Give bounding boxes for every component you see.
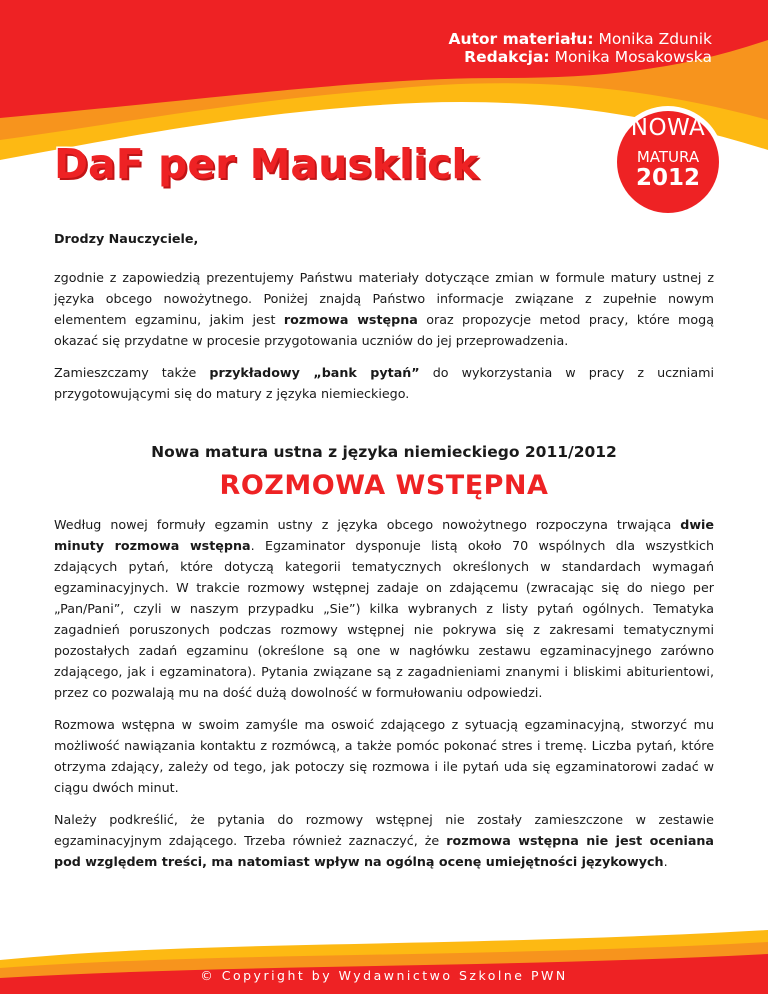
intro-paragraph-2 <box>54 362 714 404</box>
text-run: . <box>663 854 668 869</box>
text-run: Według nowej formuły egzamin ustny z języka obcego nowożytnego rozpoczyna trwająca <box>54 517 681 532</box>
text-run: do wykorzystania w pracy z uczniami przygotowującymi się do matury z języka niemieckiego. <box>54 365 714 401</box>
section-paragraph-3 <box>54 809 714 872</box>
text-run: . Egzaminator dysponuje listą około 70 wspólnych dla wszystkich zdających pytań, które dotyczą kategorii tematycznych określonych w standardach wymagań egzaminacyjnych. W trakcie rozmowy wstępnej zadaje on zdającemu (zwracając się do niego per „Pan/Pani”, czyli w naszym przypadku „Sie”) kilka wybranych z listy pytań ogólnych. Tematyka zagadnień poruszonych podczas rozmowy wstępnej nie pokrywa się z zakresami tematycznymi pozostałych zadań egzaminu (określone są one w nagłówku zestawu egzaminacyjnego zarówno zdającego, jak i egzaminatora). Pytania związane są z zagadnieniami znanymi i bliskimi abiturientowi, przez co pozwalają mu na dość dużą dowolność w formułowaniu odpowiedzi. <box>54 538 715 700</box>
logo-daf-per-mausklick: DaF per Mausklick <box>54 140 479 188</box>
editor-name: Monika Mosakowska <box>554 48 712 66</box>
bold-text-run: rozmowa wstępna nie jest oceniana pod względem treści, ma natomiast wpływ na ogólną ocenę umiejętności językowych <box>54 833 714 869</box>
text-run: Zamieszczamy także <box>54 365 210 380</box>
footer-wave-background <box>0 930 768 994</box>
badge-line3: 2012 <box>635 165 700 191</box>
author-label: Autor materiału: <box>448 30 594 48</box>
author-name: Monika Zdunik <box>598 30 712 48</box>
section-paragraph-1 <box>54 514 714 703</box>
greeting: Drodzy Nauczyciele, <box>54 231 199 246</box>
intro-paragraph-1 <box>54 267 714 351</box>
badge-line2: MATURA <box>636 148 700 166</box>
author-block <box>448 30 712 66</box>
editor-label: Redakcja: <box>464 48 550 66</box>
text-run: Rozmowa wstępna w swoim zamyśle ma oswoić zdającego z sytuacją egzaminacyjną, stworzyć mu możliwość nawiązania kontaktu z rozmówcą, a także pomóc pokonać stres i tremę. Liczba pytań, które otrzyma zdający, zależy od tego, jak potoczy się rozmowa i ile pytań uda się egzaminatorowi zadać w ciągu dwóch minut. <box>54 717 714 795</box>
document-body <box>54 228 714 883</box>
section-title: ROZMOWA WSTĘPNA <box>219 470 549 501</box>
section-subheading: Nowa matura ustna z języka niemieckiego 2011/2012 <box>151 443 617 461</box>
text-run: zgodnie z zapowiedzią prezentujemy Państwu materiały dotyczące zmian w formule matury ustnej z języka obcego nowożytnego. Poniżej znajdą Państwo informacje związane z zupełnie nowym elementem egzaminu, jakim jest <box>54 270 714 327</box>
copyright-footer: © Copyright by Wydawnictwo Szkolne PWN <box>200 968 568 983</box>
bold-text-run: dwie minuty rozmowa wstępna <box>54 517 714 553</box>
badge-line1: NOWA <box>630 115 706 141</box>
bold-text-run: rozmowa wstępna <box>283 312 418 327</box>
text-run: oraz propozycje metod pracy, które mogą okazać się przydatne w procesie przygotowania uczniów do jej przeprowadzenia. <box>54 312 714 348</box>
bold-text-run: przykładowy „bank pytań” <box>209 365 420 380</box>
badge-text <box>611 105 725 219</box>
text-run: Należy podkreślić, że pytania do rozmowy wstępnej nie zostały zamieszczone w zestawie egzaminacyjnym zdającego. Trzeba również zaznaczyć, że <box>54 812 714 848</box>
section-paragraph-2 <box>54 714 714 798</box>
